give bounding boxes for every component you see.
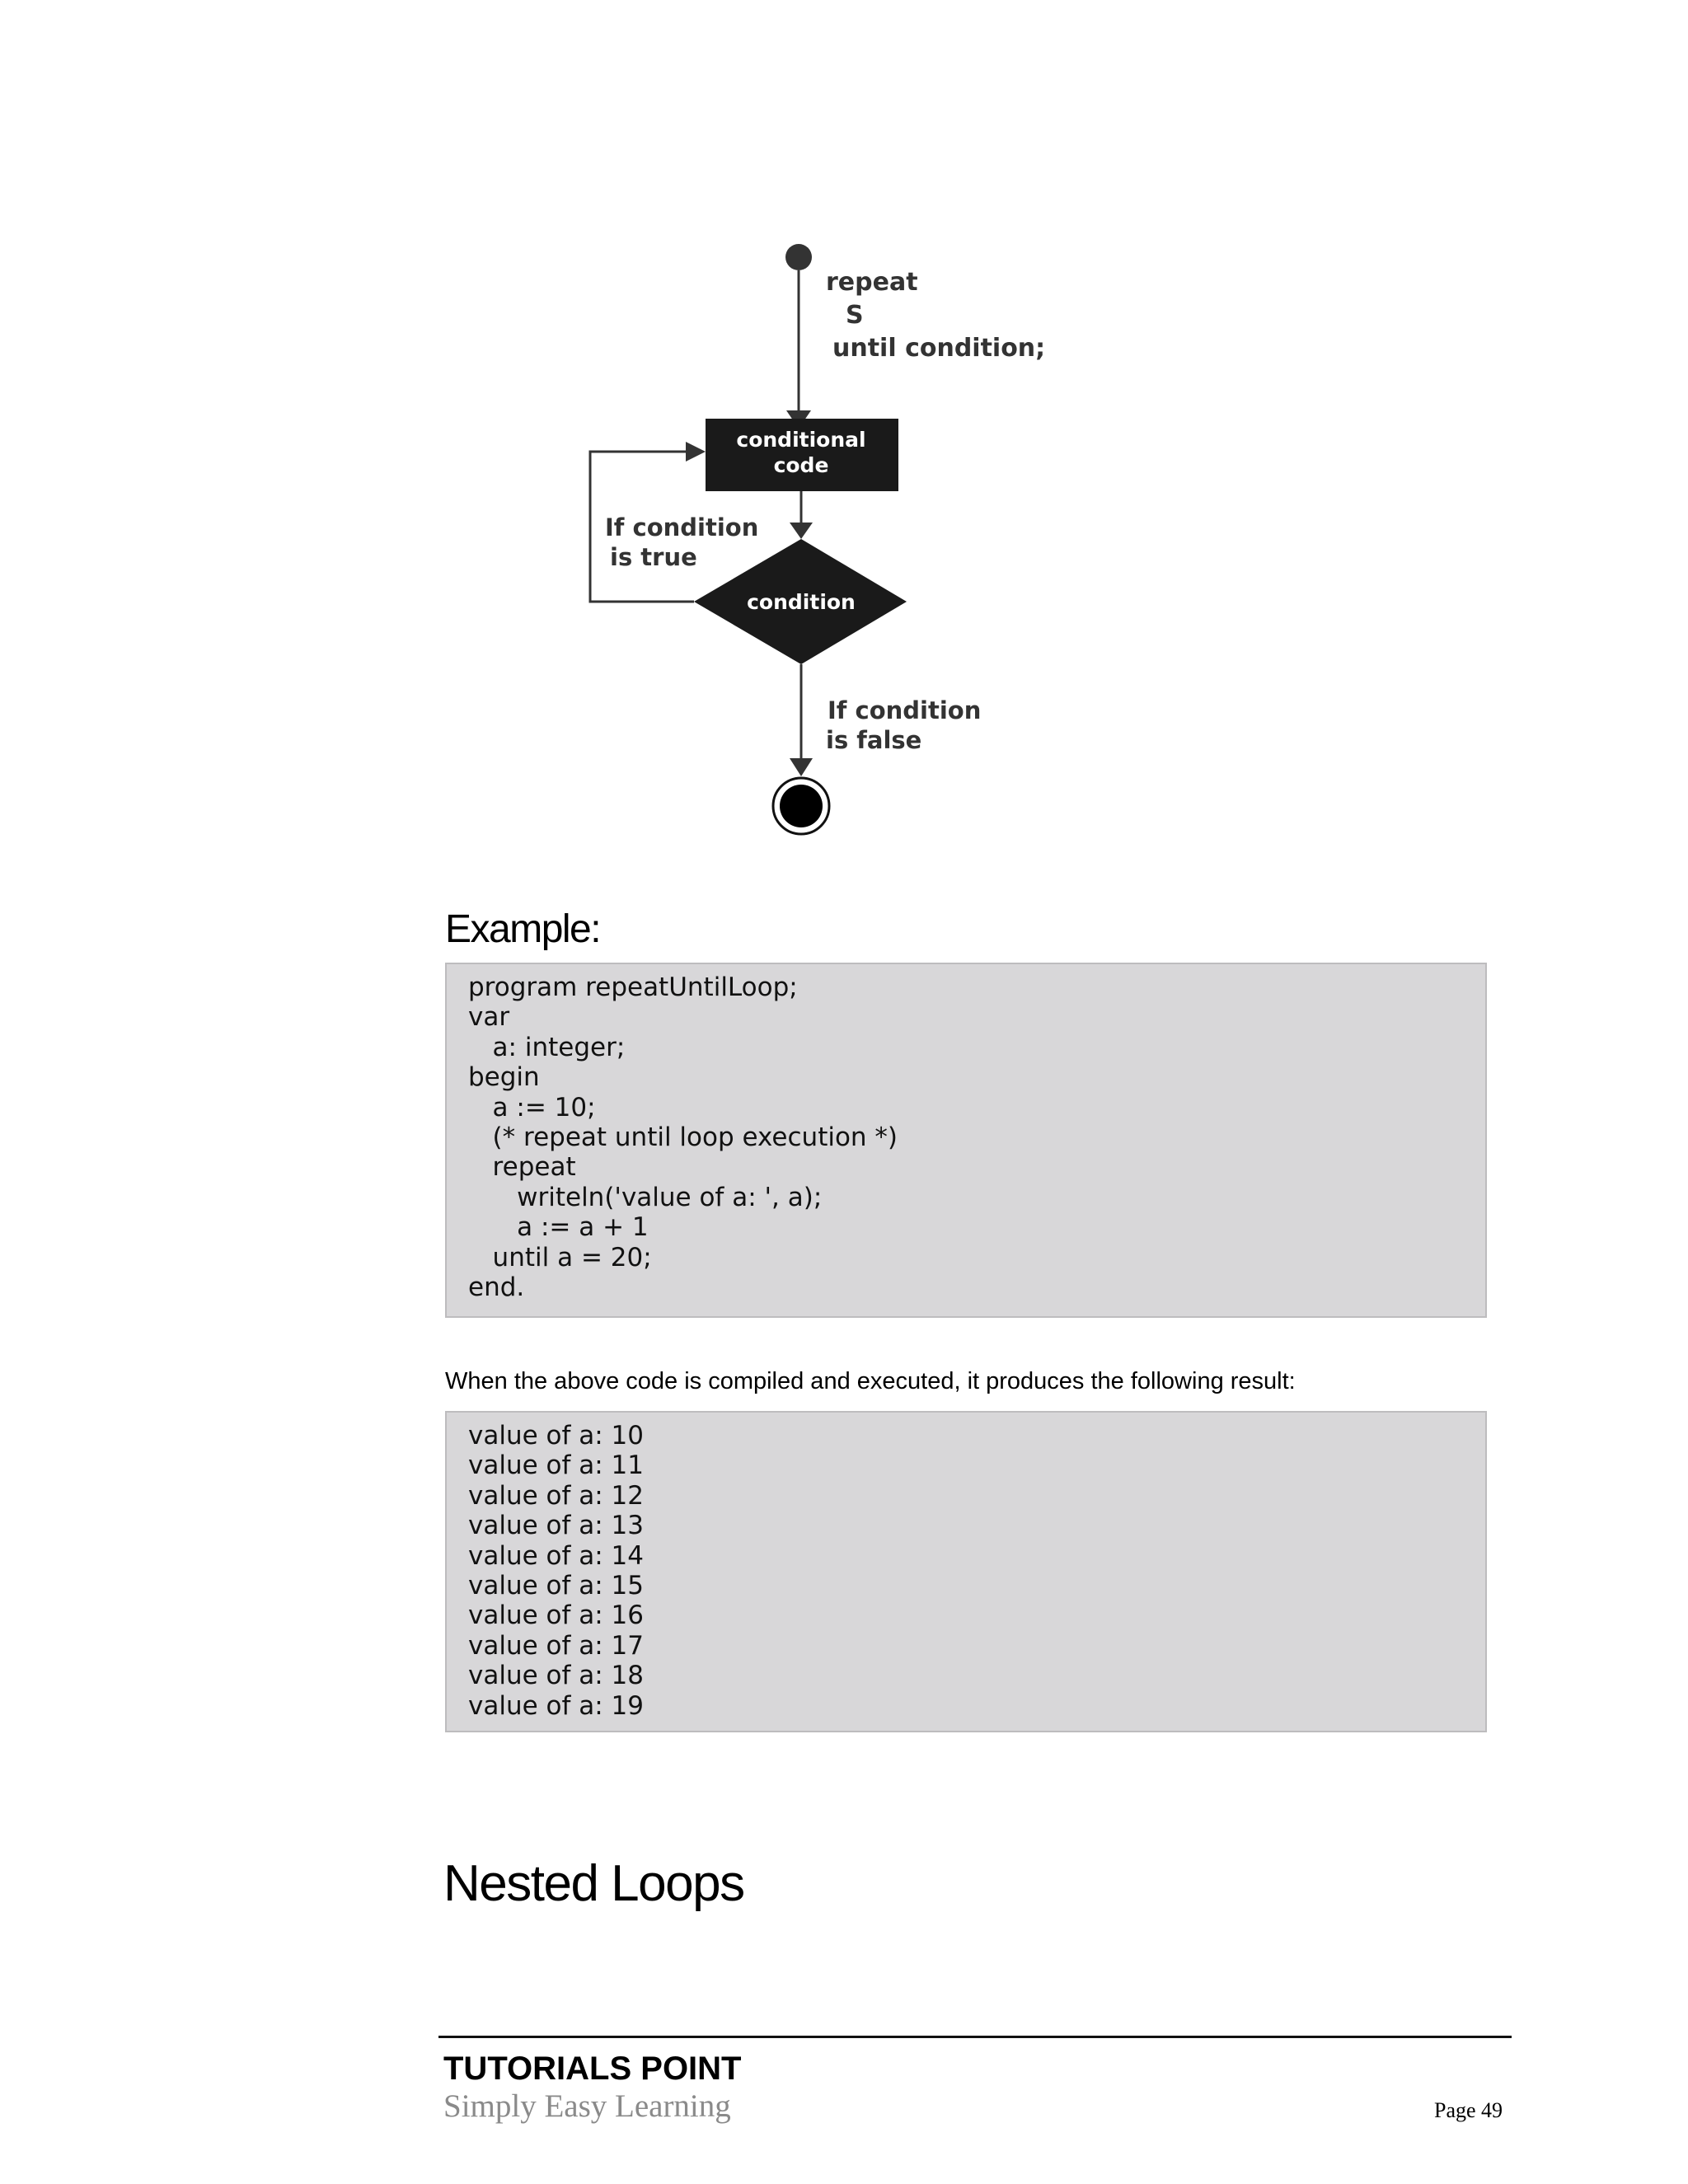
result-caption: When the above code is compiled and executed, it produces the following result: (445, 1368, 1296, 1394)
code-label-line-1: repeat (826, 268, 918, 297)
true-label-line-2: is true (610, 543, 697, 571)
page-number: Page 49 (1434, 2098, 1503, 2122)
true-label-line-1: If condition (605, 513, 759, 541)
footer-divider (438, 2036, 1512, 2038)
box-label-line-1: conditional (736, 428, 866, 452)
flowchart-svg (577, 231, 1071, 857)
output-block (445, 1411, 1487, 1732)
repeat-until-flowchart (577, 231, 1071, 857)
start-node (785, 244, 812, 270)
false-label-line-1: If condition (828, 696, 982, 724)
false-label-line-2: is false (826, 726, 922, 754)
example-heading: Example: (445, 907, 601, 951)
box-label-line-2: code (773, 453, 829, 477)
code-text: program repeatUntilLoop; var a: integer; begin a := 10; (* repeat until loop execution *) repeat writeln('value of a: ', a); a := a + 1 until a = 20; end. (468, 972, 898, 1303)
arrowhead-loop (686, 442, 706, 462)
nested-loops-heading: Nested Loops (443, 1855, 744, 1912)
footer-brand: TUTORIALS POINT (443, 2050, 742, 2087)
end-node-inner (780, 785, 823, 827)
footer-tagline: Simply Easy Learning (443, 2088, 731, 2124)
arrowhead-condition (790, 523, 813, 539)
arrowhead-end (790, 758, 813, 776)
output-text: value of a: 10 value of a: 11 value of a: 12 value of a: 13 value of a: 14 value of a: 15 value of a: 16 value of a: 17 value of a: 18 value of a: 19 (468, 1421, 645, 1721)
code-label-line-3: until condition; (832, 334, 1046, 363)
code-label-line-2: S (846, 301, 864, 330)
decision-label: condition (747, 590, 856, 614)
code-block (445, 963, 1487, 1318)
